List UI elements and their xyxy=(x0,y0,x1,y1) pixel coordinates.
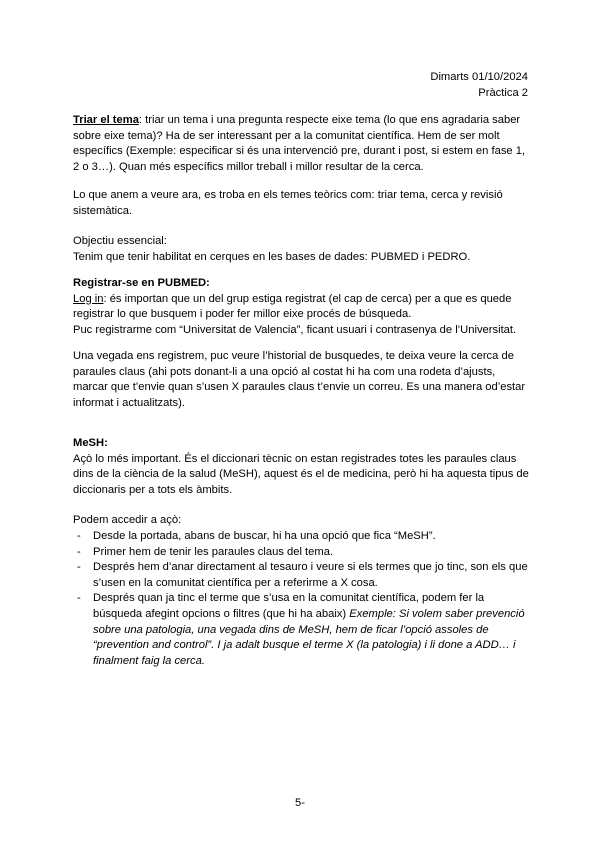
intro-paragraph: Lo que anem a veure ara, es troba en els temes teòrics com: triar tema, cerca y revisió sistemàtica. xyxy=(73,189,503,217)
objectiu-body: Tenim que tenir habilitat en cerques en les bases de dades: PUBMED i PEDRO. xyxy=(73,250,471,263)
last-item-example: Exemple: Si volem saber prevenció sobre una patologia, una vegada dins de MeSH, hem de ficar l’opció assoles de “prevention and control”. I ja adalt busque el terme X (la patologia) i li done a ADD… i finalment faig la cerca. xyxy=(93,607,525,667)
practice-line: Pràctica 2 xyxy=(478,86,528,99)
triar-paragraph xyxy=(73,113,533,175)
acces-intro: Podem accedir a açò: xyxy=(73,514,182,526)
acces-list xyxy=(73,529,533,669)
triar-heading: Triar el tema xyxy=(73,114,139,126)
login-paragraph xyxy=(73,292,533,323)
list-item: - Primer hem de tenir les paraules claus del tema. xyxy=(73,545,533,561)
login-label: Log in xyxy=(73,292,104,305)
header-block xyxy=(430,70,528,101)
registrar-line2: Puc registrarme com “Universitat de Valencia”, ficant usuari i contrasenya de l’Universitat. xyxy=(73,323,517,336)
date-line: Dimarts 01/10/2024 xyxy=(430,71,528,83)
list-item xyxy=(73,591,533,669)
mesh-heading: MeSH: xyxy=(73,437,108,449)
list-item: - Desde la portada, abans de buscar, hi ha una opció que fica “MeSH”. xyxy=(73,529,533,545)
triar-body: : triar un tema i una pregunta respecte eixe tema (lo que ens agradaria saber sobre eixe tema)? Ha de ser interessant per a la comunitat científica. Hem de ser molt específics (Exemple: especificar si és una intervenció pre, durant i post, si estem en fase 1, 2 o 3…). Quan més específics millor treball i millor resultar de la cerca. xyxy=(73,114,526,173)
mesh-body: Açò lo més important. És el diccionari tècnic on estan registrades totes les paraules claus dins de la ciència de la salud (MeSH), aquest és el de medicina, però hi ha aquesta tipus de diccionaris per a tots els àmbits. xyxy=(73,452,529,496)
mesh-block xyxy=(73,436,533,498)
historial-paragraph: Una vegada ens registrem, puc veure l’historial de busquedes, te deixa veure la cerca de paraules claus (ahi pots donant-li a una opció al costat hi ha com una rodeta d’ajusts, marcar que t’envie quan s’usen X paraules claus t’envie un correu. Es una manera od’estar informat i actualitzats). xyxy=(73,350,526,409)
objectiu-label: Objectiu essencial: xyxy=(73,235,167,247)
login-body: : és importan que un del grup estiga registrat (el cap de cerca) per a que es quede registrar lo que busquem i poder fer millor eixe procés de búsqueda. xyxy=(73,292,512,321)
page-number: 5- xyxy=(295,797,305,809)
registrar-block xyxy=(73,276,533,338)
registrar-heading: Registrar-se en PUBMED: xyxy=(73,277,210,289)
objectiu-block xyxy=(73,234,533,265)
list-item: - Després hem d’anar directament al tesauro i veure si els termes que jo tinc, son els que s’usen en la comunitat científica per a referirme a X cosa. xyxy=(73,560,533,591)
last-item-text: Després quan ja tinc el terme que s’usa en la comunitat científica, podem fer la búsqueda afegint opcions o filtres (que hi ha abaix) xyxy=(93,592,485,620)
